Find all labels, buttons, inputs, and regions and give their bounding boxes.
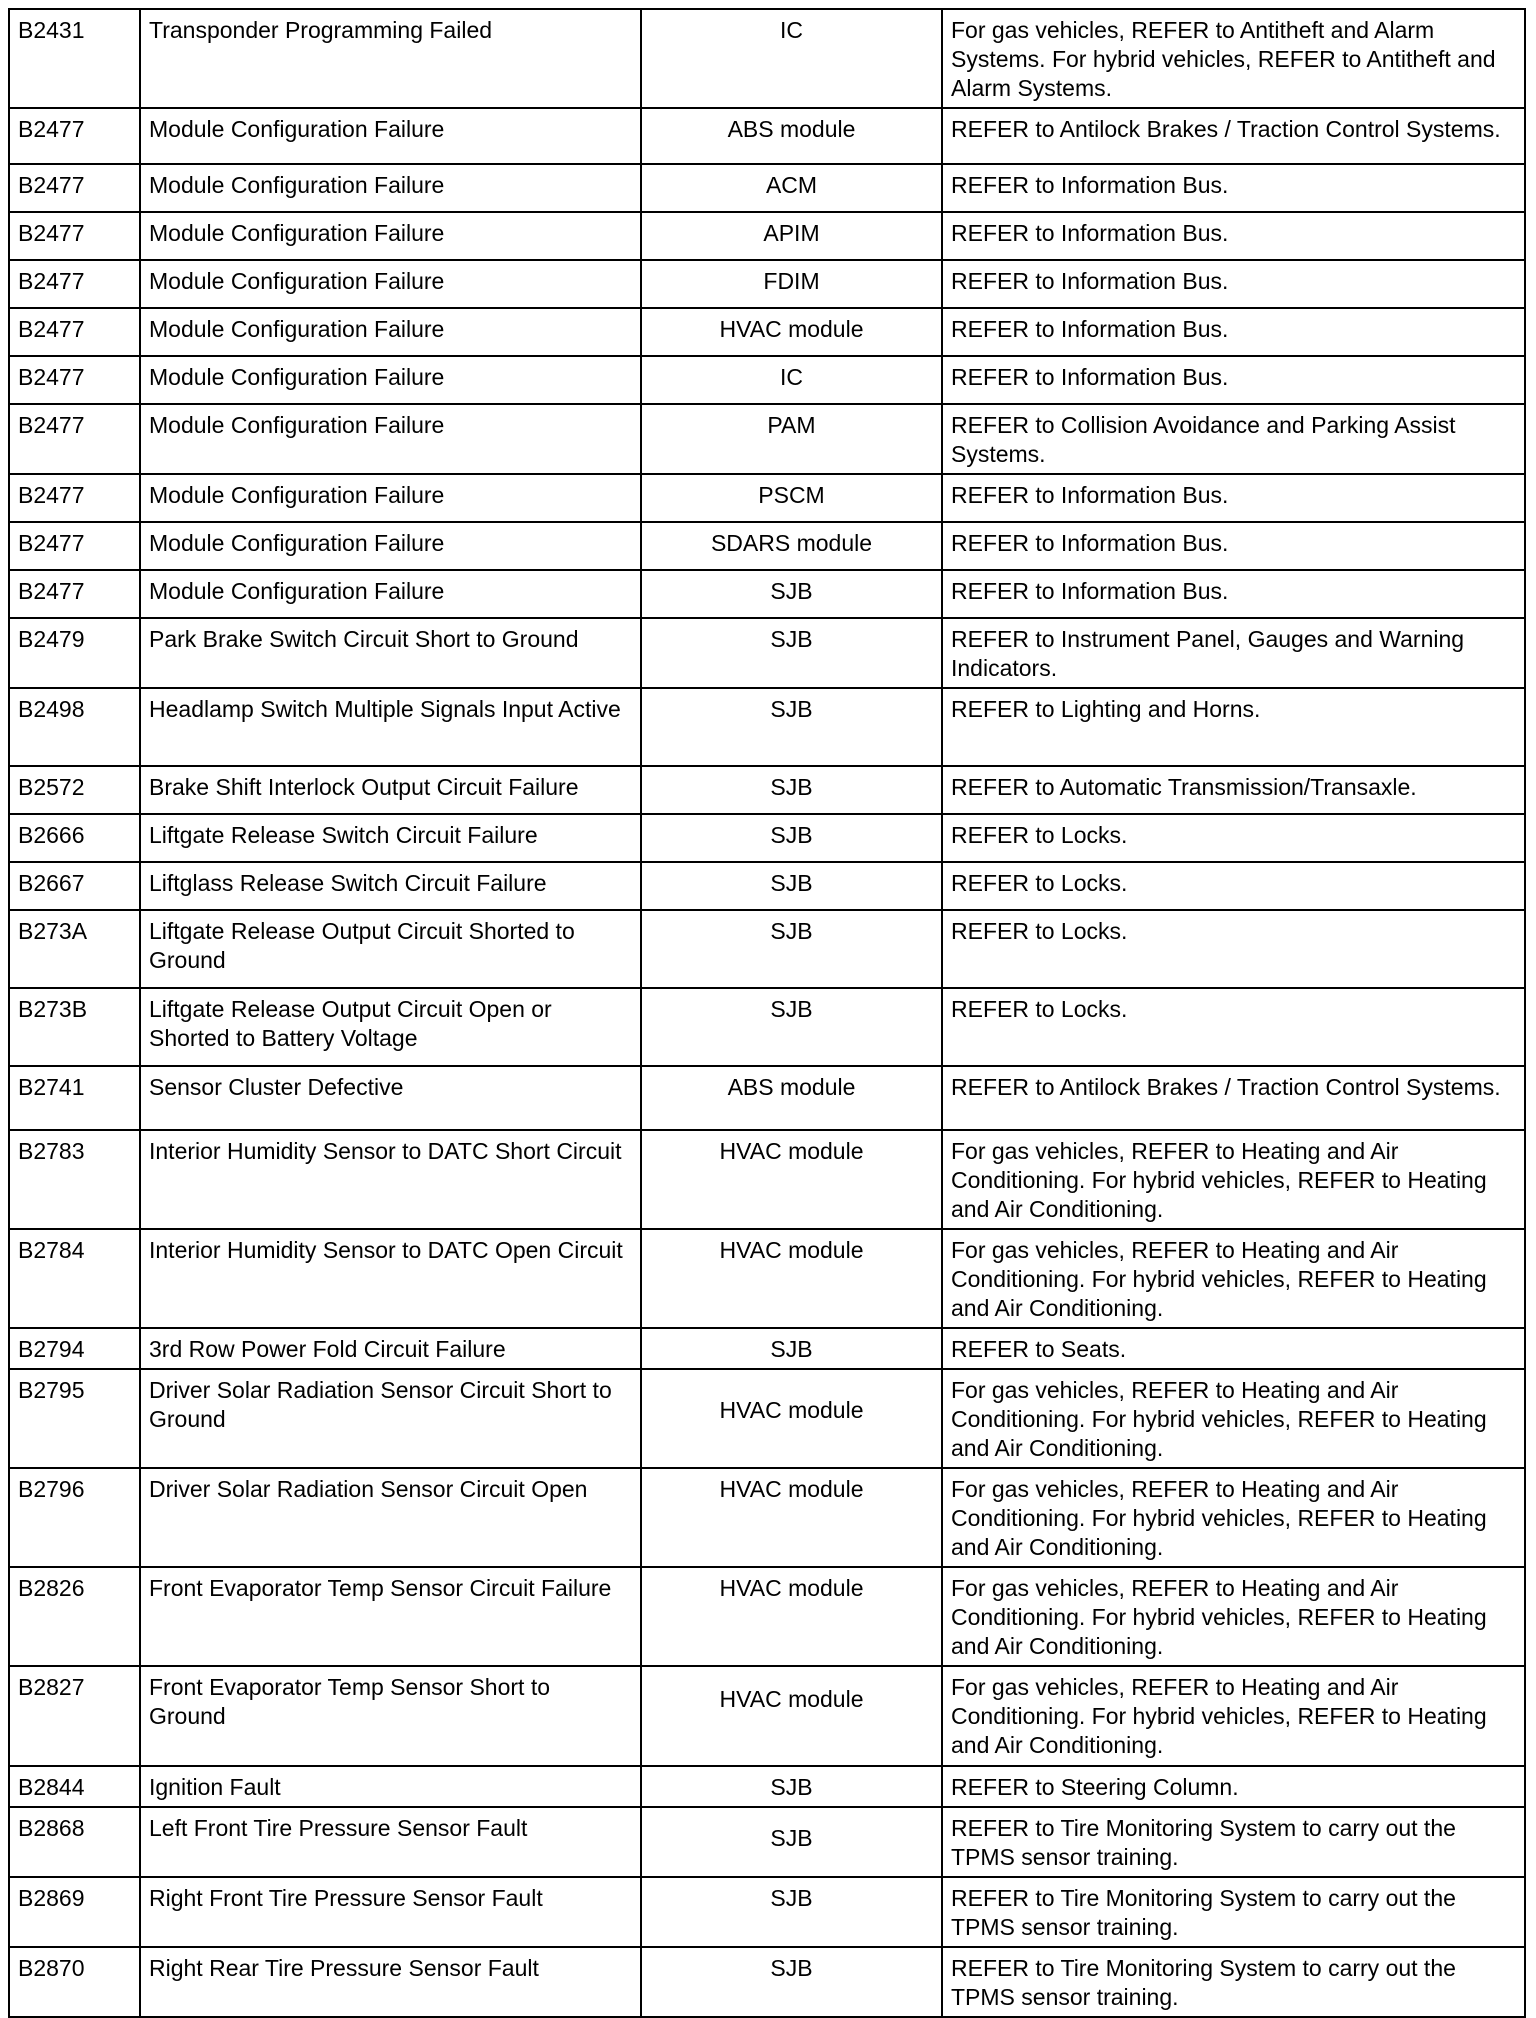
description-cell: Module Configuration Failure: [140, 212, 641, 260]
module-cell: SDARS module: [641, 522, 942, 570]
table-row: [9, 1369, 1525, 1468]
dtc-code-cell: B2795: [9, 1369, 140, 1468]
description-cell: Transponder Programming Failed: [140, 9, 641, 108]
table-row: [9, 404, 1525, 474]
dtc-code-cell: B2477: [9, 212, 140, 260]
module-cell: SJB: [641, 766, 942, 814]
module-cell: SJB: [641, 688, 942, 766]
dtc-code-cell: B2741: [9, 1066, 140, 1130]
module-cell: SJB: [641, 1766, 942, 1807]
description-cell: Liftgate Release Output Circuit Open or Shorted to Battery Voltage: [140, 988, 641, 1066]
action-cell: REFER to Locks.: [942, 862, 1525, 910]
module-cell: SJB: [641, 618, 942, 688]
description-cell: Driver Solar Radiation Sensor Circuit Open: [140, 1468, 641, 1567]
module-cell: SJB: [641, 988, 942, 1066]
dtc-table-body: [9, 9, 1525, 2017]
dtc-code-cell: B2784: [9, 1229, 140, 1328]
module-cell: HVAC module: [641, 1229, 942, 1328]
module-cell: SJB: [641, 1328, 942, 1369]
dtc-code-cell: B2794: [9, 1328, 140, 1369]
module-cell: SJB: [641, 1807, 942, 1877]
action-cell: For gas vehicles, REFER to Heating and Air Conditioning. For hybrid vehicles, REFER to Heating and Air Conditioning.: [942, 1567, 1525, 1666]
table-row: [9, 164, 1525, 212]
module-cell: APIM: [641, 212, 942, 260]
table-row: [9, 474, 1525, 522]
action-cell: REFER to Information Bus.: [942, 212, 1525, 260]
action-cell: For gas vehicles, REFER to Heating and Air Conditioning. For hybrid vehicles, REFER to Heating and Air Conditioning.: [942, 1666, 1525, 1766]
description-cell: 3rd Row Power Fold Circuit Failure: [140, 1328, 641, 1369]
table-row: [9, 688, 1525, 766]
dtc-code-cell: B2844: [9, 1766, 140, 1807]
description-cell: Interior Humidity Sensor to DATC Open Circuit: [140, 1229, 641, 1328]
dtc-code-cell: B2870: [9, 1947, 140, 2017]
dtc-code-cell: B2826: [9, 1567, 140, 1666]
dtc-code-cell: B2827: [9, 1666, 140, 1766]
table-row: [9, 1567, 1525, 1666]
description-cell: Module Configuration Failure: [140, 308, 641, 356]
dtc-code-cell: B2477: [9, 522, 140, 570]
action-cell: REFER to Collision Avoidance and Parking Assist Systems.: [942, 404, 1525, 474]
action-cell: REFER to Seats.: [942, 1328, 1525, 1369]
description-cell: Module Configuration Failure: [140, 474, 641, 522]
description-cell: Front Evaporator Temp Sensor Circuit Failure: [140, 1567, 641, 1666]
table-row: [9, 1066, 1525, 1130]
action-cell: For gas vehicles, REFER to Heating and Air Conditioning. For hybrid vehicles, REFER to Heating and Air Conditioning.: [942, 1369, 1525, 1468]
table-row: [9, 108, 1525, 164]
module-cell: SJB: [641, 862, 942, 910]
dtc-code-cell: B2477: [9, 570, 140, 618]
module-cell: ABS module: [641, 1066, 942, 1130]
module-cell: IC: [641, 356, 942, 404]
action-cell: REFER to Information Bus.: [942, 164, 1525, 212]
action-cell: For gas vehicles, REFER to Heating and Air Conditioning. For hybrid vehicles, REFER to Heating and Air Conditioning.: [942, 1130, 1525, 1229]
dtc-code-cell: B2477: [9, 474, 140, 522]
action-cell: REFER to Information Bus.: [942, 474, 1525, 522]
module-cell: SJB: [641, 910, 942, 988]
dtc-code-cell: B2477: [9, 260, 140, 308]
table-row: [9, 260, 1525, 308]
module-cell: HVAC module: [641, 1369, 942, 1468]
module-cell: ABS module: [641, 108, 942, 164]
table-row: [9, 356, 1525, 404]
dtc-code-cell: B2479: [9, 618, 140, 688]
dtc-code-cell: B2477: [9, 356, 140, 404]
table-row: [9, 1766, 1525, 1807]
table-row: [9, 522, 1525, 570]
dtc-code-cell: B2868: [9, 1807, 140, 1877]
table-row: [9, 1468, 1525, 1567]
module-cell: SJB: [641, 1947, 942, 2017]
dtc-code-cell: B2572: [9, 766, 140, 814]
action-cell: REFER to Information Bus.: [942, 522, 1525, 570]
table-row: [9, 988, 1525, 1066]
action-cell: REFER to Locks.: [942, 910, 1525, 988]
table-row: [9, 1130, 1525, 1229]
module-cell: HVAC module: [641, 1666, 942, 1766]
description-cell: Ignition Fault: [140, 1766, 641, 1807]
action-cell: For gas vehicles, REFER to Heating and Air Conditioning. For hybrid vehicles, REFER to Heating and Air Conditioning.: [942, 1468, 1525, 1567]
action-cell: REFER to Locks.: [942, 988, 1525, 1066]
table-row: [9, 1877, 1525, 1947]
dtc-code-cell: B2477: [9, 308, 140, 356]
module-cell: HVAC module: [641, 1130, 942, 1229]
dtc-code-cell: B2869: [9, 1877, 140, 1947]
dtc-code-cell: B2477: [9, 108, 140, 164]
action-cell: REFER to Steering Column.: [942, 1766, 1525, 1807]
table-row: [9, 212, 1525, 260]
module-cell: HVAC module: [641, 308, 942, 356]
table-row: [9, 814, 1525, 862]
action-cell: For gas vehicles, REFER to Heating and Air Conditioning. For hybrid vehicles, REFER to Heating and Air Conditioning.: [942, 1229, 1525, 1328]
action-cell: REFER to Tire Monitoring System to carry out the TPMS sensor training.: [942, 1807, 1525, 1877]
table-row: [9, 1666, 1525, 1766]
description-cell: Module Configuration Failure: [140, 260, 641, 308]
module-cell: PSCM: [641, 474, 942, 522]
description-cell: Module Configuration Failure: [140, 404, 641, 474]
description-cell: Front Evaporator Temp Sensor Short to Ground: [140, 1666, 641, 1766]
description-cell: Park Brake Switch Circuit Short to Ground: [140, 618, 641, 688]
table-row: [9, 910, 1525, 988]
table-row: [9, 862, 1525, 910]
table-row: [9, 1328, 1525, 1369]
action-cell: REFER to Tire Monitoring System to carry out the TPMS sensor training.: [942, 1877, 1525, 1947]
description-cell: Driver Solar Radiation Sensor Circuit Short to Ground: [140, 1369, 641, 1468]
module-cell: SJB: [641, 1877, 942, 1947]
description-cell: Liftgate Release Switch Circuit Failure: [140, 814, 641, 862]
description-cell: Module Configuration Failure: [140, 522, 641, 570]
description-cell: Brake Shift Interlock Output Circuit Failure: [140, 766, 641, 814]
action-cell: REFER to Antilock Brakes / Traction Control Systems.: [942, 108, 1525, 164]
dtc-code-cell: B2783: [9, 1130, 140, 1229]
table-row: [9, 1807, 1525, 1877]
table-row: [9, 570, 1525, 618]
dtc-code-cell: B2431: [9, 9, 140, 108]
description-cell: Module Configuration Failure: [140, 570, 641, 618]
table-row: [9, 1947, 1525, 2017]
action-cell: REFER to Tire Monitoring System to carry out the TPMS sensor training.: [942, 1947, 1525, 2017]
module-cell: ACM: [641, 164, 942, 212]
dtc-code-cell: B273A: [9, 910, 140, 988]
action-cell: REFER to Automatic Transmission/Transaxle.: [942, 766, 1525, 814]
action-cell: REFER to Antilock Brakes / Traction Control Systems.: [942, 1066, 1525, 1130]
action-cell: REFER to Information Bus.: [942, 308, 1525, 356]
description-cell: Right Front Tire Pressure Sensor Fault: [140, 1877, 641, 1947]
table-row: [9, 9, 1525, 108]
description-cell: Liftgate Release Output Circuit Shorted to Ground: [140, 910, 641, 988]
dtc-code-cell: B2477: [9, 164, 140, 212]
action-cell: REFER to Information Bus.: [942, 570, 1525, 618]
module-cell: IC: [641, 9, 942, 108]
action-cell: REFER to Information Bus.: [942, 260, 1525, 308]
table-row: [9, 766, 1525, 814]
dtc-code-cell: B2796: [9, 1468, 140, 1567]
dtc-code-cell: B2498: [9, 688, 140, 766]
action-cell: REFER to Instrument Panel, Gauges and Warning Indicators.: [942, 618, 1525, 688]
action-cell: For gas vehicles, REFER to Antitheft and Alarm Systems. For hybrid vehicles, REFER to Antitheft and Alarm Systems.: [942, 9, 1525, 108]
module-cell: SJB: [641, 570, 942, 618]
action-cell: REFER to Lighting and Horns.: [942, 688, 1525, 766]
module-cell: FDIM: [641, 260, 942, 308]
dtc-code-cell: B273B: [9, 988, 140, 1066]
dtc-code-cell: B2667: [9, 862, 140, 910]
dtc-table: [8, 8, 1526, 2018]
module-cell: HVAC module: [641, 1468, 942, 1567]
description-cell: Module Configuration Failure: [140, 108, 641, 164]
description-cell: Interior Humidity Sensor to DATC Short Circuit: [140, 1130, 641, 1229]
dtc-code-cell: B2666: [9, 814, 140, 862]
description-cell: Headlamp Switch Multiple Signals Input Active: [140, 688, 641, 766]
table-row: [9, 618, 1525, 688]
description-cell: Left Front Tire Pressure Sensor Fault: [140, 1807, 641, 1877]
description-cell: Module Configuration Failure: [140, 164, 641, 212]
description-cell: Module Configuration Failure: [140, 356, 641, 404]
table-row: [9, 308, 1525, 356]
module-cell: HVAC module: [641, 1567, 942, 1666]
module-cell: SJB: [641, 814, 942, 862]
description-cell: Right Rear Tire Pressure Sensor Fault: [140, 1947, 641, 2017]
description-cell: Liftglass Release Switch Circuit Failure: [140, 862, 641, 910]
module-cell: PAM: [641, 404, 942, 474]
description-cell: Sensor Cluster Defective: [140, 1066, 641, 1130]
action-cell: REFER to Information Bus.: [942, 356, 1525, 404]
table-row: [9, 1229, 1525, 1328]
action-cell: REFER to Locks.: [942, 814, 1525, 862]
dtc-code-cell: B2477: [9, 404, 140, 474]
